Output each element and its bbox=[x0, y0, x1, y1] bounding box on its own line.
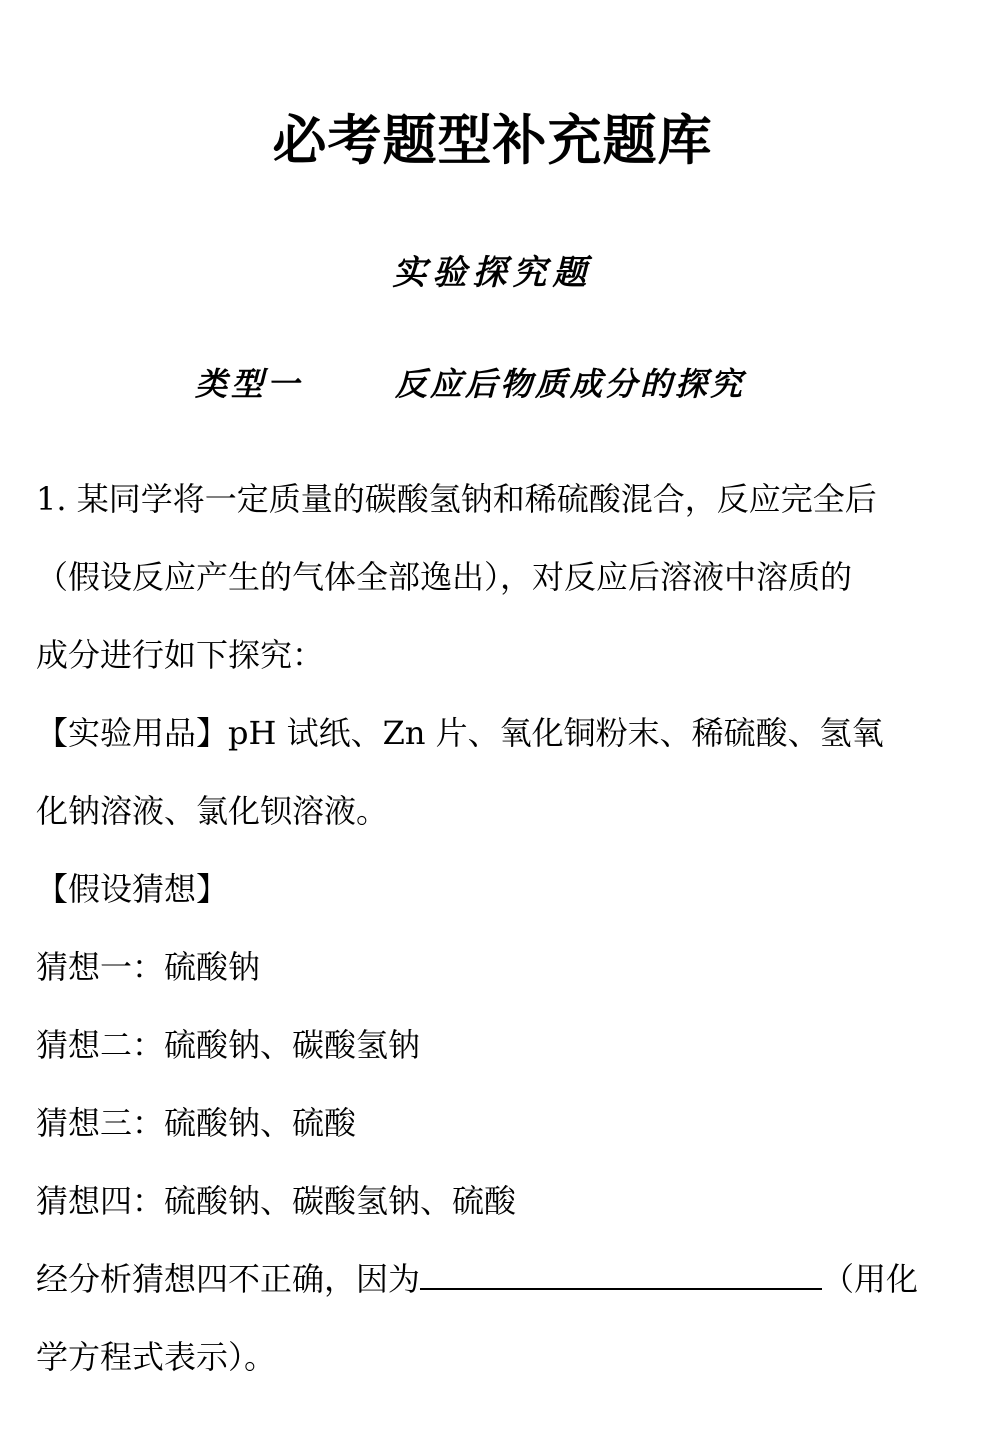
type-topic: 反应后物质成分的探究 bbox=[395, 365, 746, 403]
materials-line-1 bbox=[36, 694, 950, 772]
materials-part-1: 试纸、 bbox=[276, 714, 383, 752]
hypothesis-label: 【假设猜想】 bbox=[36, 870, 229, 908]
materials-line-2: 化钠溶液、氯化钡溶液。 bbox=[36, 792, 389, 830]
guess-2: 猜想二：硫酸钠、碳酸氢钠 bbox=[36, 1026, 421, 1064]
guess-3: 猜想三：硫酸钠、硫酸 bbox=[36, 1104, 357, 1142]
analysis-line-1 bbox=[36, 1240, 950, 1318]
question-stem-line-2: （假设反应产生的气体全部逸出），对反应后溶液中溶质的 bbox=[36, 558, 853, 596]
page-title: 必考题型补充题库 bbox=[272, 109, 713, 172]
question-stem-text-1: 某同学将一定质量的碳酸氢钠和稀硫酸混合，反应完全后 bbox=[76, 480, 877, 518]
question-stem-line-3: 成分进行如下探究： bbox=[36, 636, 325, 674]
guess-4: 猜想四：硫酸钠、碳酸氢钠、硫酸 bbox=[36, 1182, 517, 1220]
analysis-line-2: 学方程式表示）。 bbox=[36, 1338, 277, 1376]
analysis-suffix: （用化 bbox=[822, 1260, 919, 1298]
materials-label: 【实验用品】 bbox=[36, 714, 229, 752]
analysis-prefix: 经分析猜想四不正确，因为 bbox=[36, 1260, 421, 1298]
materials-zn: Zn bbox=[382, 714, 426, 752]
question-1 bbox=[36, 460, 950, 1396]
answer-blank[interactable] bbox=[420, 1260, 822, 1290]
question-stem-line-1 bbox=[36, 460, 950, 538]
materials-part-2: 片、氧化铜粉末、稀硫酸、氢氧 bbox=[425, 714, 884, 752]
guess-1: 猜想一：硫酸钠 bbox=[36, 948, 261, 986]
materials-ph: pH bbox=[228, 714, 277, 752]
type-label: 类型一 bbox=[195, 365, 304, 403]
section-title: 实验探究题 bbox=[392, 253, 593, 293]
type-heading bbox=[195, 360, 815, 408]
question-number: 1. bbox=[36, 480, 77, 518]
